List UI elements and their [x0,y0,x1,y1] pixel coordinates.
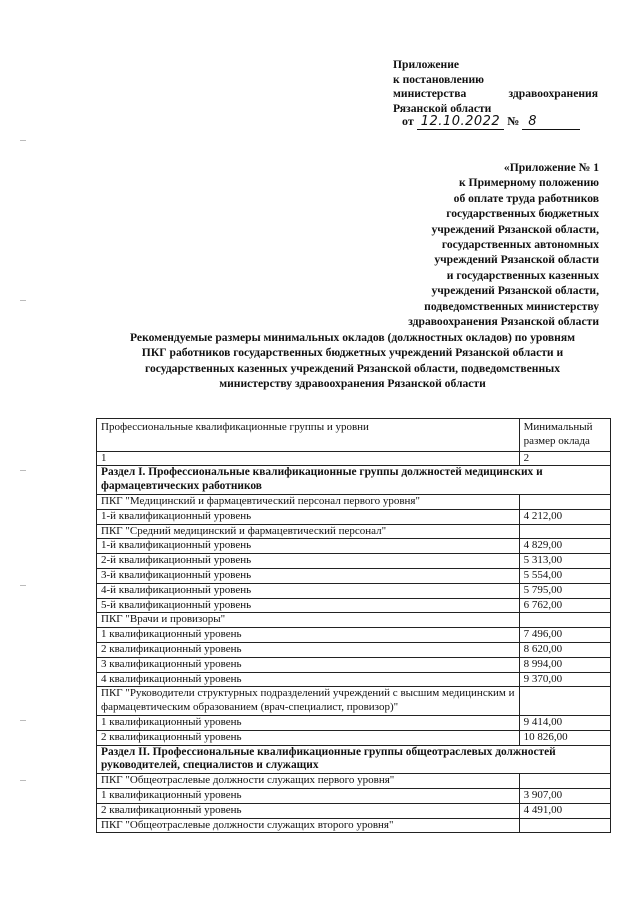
annex1-block [339,160,599,329]
group-name: ПКГ "Общеотраслевые должности служащих первого уровня" [97,774,520,789]
salary-value [519,524,610,539]
margin-mark [20,720,26,721]
salary-table [96,418,611,833]
level-row [97,554,611,569]
salary-value: 4 829,00 [519,539,610,554]
title-line: министерству здравоохранения Рязанской области [219,377,486,391]
title-line: государственных казенных учреждений Рязанской области, подведомственных [144,361,560,375]
salary-value: 10 826,00 [519,730,610,745]
num-col1: 1 [97,451,520,466]
salary-value: 9 370,00 [519,672,610,687]
number-label: № [507,114,520,128]
annex-line: Рязанской области [393,101,492,115]
section-row [97,466,611,495]
group-row [97,687,611,716]
group-name: ПКГ "Врачи и провизоры" [97,613,520,628]
section-row [97,745,611,774]
salary-value: 6 762,00 [519,598,610,613]
salary-value [519,494,610,509]
handwritten-number: 8 [522,114,580,130]
handwritten-date: 12.10.2022 [417,114,504,130]
salary-value: 4 491,00 [519,803,610,818]
level-row [97,672,611,687]
date-number-line [402,114,580,130]
group-row [97,524,611,539]
annex1-line: учреждений Рязанской области, [431,222,599,236]
title-line: Рекомендуемые размеры минимальных окладов (должностных окладов) по уровням [130,331,575,344]
salary-value: 5 554,00 [519,568,610,583]
from-label: от [402,114,414,128]
table-header-row [97,419,611,452]
level-name: 3 квалификационный уровень [97,657,520,672]
level-name: 2 квалификационный уровень [97,642,520,657]
salary-value: 3 907,00 [519,788,610,803]
annex-word: министерства [393,87,467,101]
level-name: 3-й квалификационный уровень [97,568,520,583]
salary-value [519,818,610,833]
group-name: ПКГ "Общеотраслевые должности служащих второго уровня" [97,818,520,833]
level-name: 2-й квалификационный уровень [97,554,520,569]
level-name: 2 квалификационный уровень [97,803,520,818]
annex1-line: учреждений Рязанской области [434,253,599,267]
document-title [95,330,610,392]
margin-mark [20,780,26,781]
annex1-line: к Примерному положению [458,176,599,190]
level-row [97,509,611,524]
group-row [97,494,611,509]
annex1-line: подведомственных министерству [424,299,599,313]
level-row [97,803,611,818]
annex1-line: «Приложение № 1 [503,161,599,174]
group-name: ПКГ "Медицинский и фармацевтический персонал первого уровня" [97,494,520,509]
num-col2: 2 [519,451,610,466]
annex1-line: и государственных казенных [446,268,599,282]
margin-mark [20,140,26,141]
level-row [97,642,611,657]
margin-mark [20,300,26,301]
annex1-line: государственных автономных [441,238,599,252]
salary-value: 5 795,00 [519,583,610,598]
level-name: 1-й квалификационный уровень [97,509,520,524]
level-row [97,539,611,554]
annex1-line: об оплате труда работников [453,191,599,205]
header-col2: Минимальный размер оклада [519,419,610,452]
annex-line [393,87,598,102]
salary-value [519,613,610,628]
level-row [97,598,611,613]
header-col1: Профессиональные квалификационные группы и уровни [97,419,520,452]
group-name: ПКГ "Руководители структурных подразделений учреждений с высшим медицинским и фармацевтическим образованием (врач-специалист, провизор)" [97,687,520,716]
level-name: 4-й квалификационный уровень [97,583,520,598]
level-row [97,730,611,745]
level-name: 1 квалификационный уровень [97,715,520,730]
group-name: ПКГ "Средний медицинский и фармацевтический персонал" [97,524,520,539]
annex-block [393,58,598,116]
salary-value [519,774,610,789]
section-title: Раздел II. Профессиональные квалификационные группы общеотраслевых должностей руководителей, специалистов и служащих [97,745,611,774]
level-name: 1 квалификационный уровень [97,788,520,803]
margin-mark [20,585,26,586]
annex-line: к постановлению [393,72,485,86]
salary-value: 4 212,00 [519,509,610,524]
title-line: ПКГ работников государственных бюджетных учреждений Рязанской области и [141,346,564,360]
margin-mark [20,470,26,471]
salary-value: 7 496,00 [519,628,610,643]
level-row [97,628,611,643]
level-name: 1 квалификационный уровень [97,628,520,643]
table-number-row [97,451,611,466]
group-row [97,774,611,789]
section-title: Раздел I. Профессиональные квалификационные группы должностей медицинских и фармацевтических работников [97,466,611,495]
level-name: 2 квалификационный уровень [97,730,520,745]
salary-value: 9 414,00 [519,715,610,730]
group-row [97,613,611,628]
salary-value: 8 994,00 [519,657,610,672]
salary-value: 5 313,00 [519,554,610,569]
annex1-line: здравоохранения Рязанской области [408,315,599,329]
level-row [97,788,611,803]
level-name: 4 квалификационный уровень [97,672,520,687]
level-name: 1-й квалификационный уровень [97,539,520,554]
salary-value: 8 620,00 [519,642,610,657]
level-row [97,568,611,583]
annex-word: здравоохранения [508,87,598,101]
level-row [97,583,611,598]
salary-value [519,687,610,716]
annex1-line: государственных бюджетных [446,207,599,221]
level-row [97,657,611,672]
level-name: 5-й квалификационный уровень [97,598,520,613]
annex-line: Приложение [393,58,460,71]
group-row [97,818,611,833]
annex1-line: учреждений Рязанской области, [431,284,599,298]
level-row [97,715,611,730]
